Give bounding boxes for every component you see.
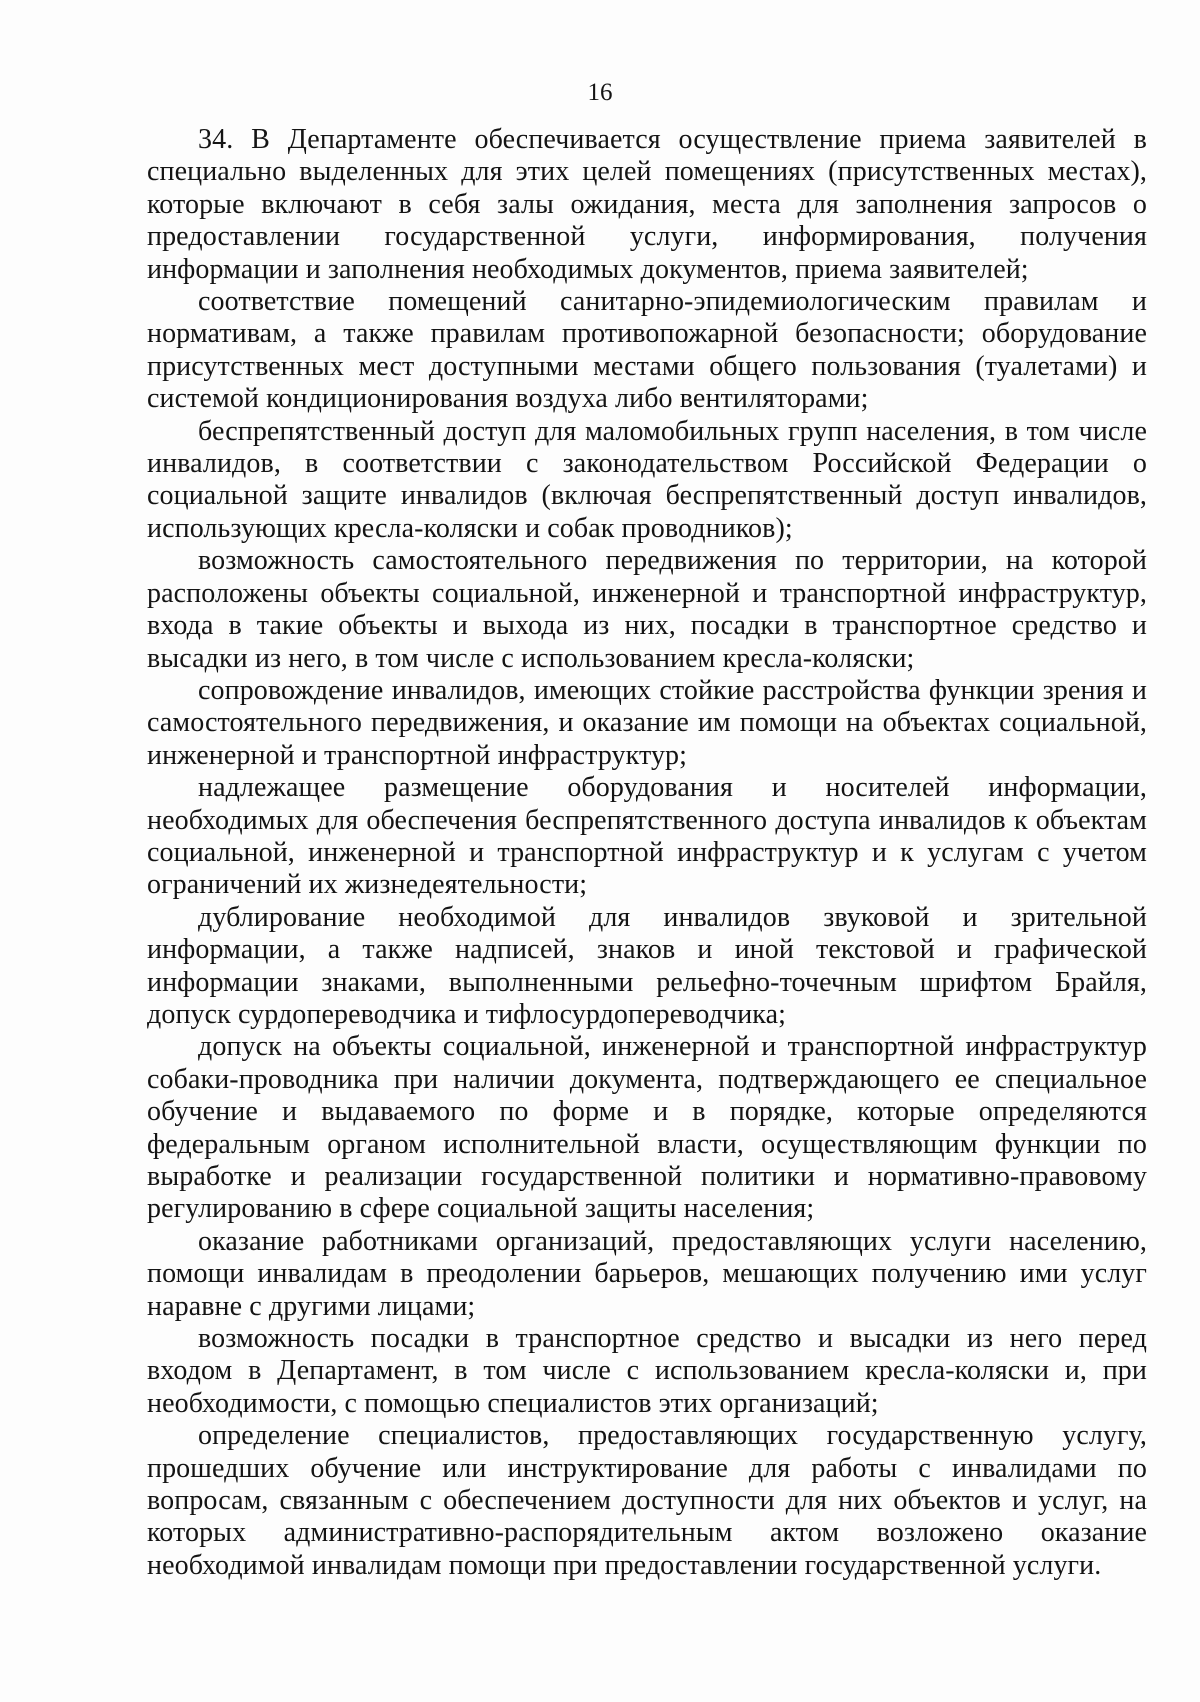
paragraph-escort: сопровождение инвалидов, имеющих стойкие расстройства функции зрения и самостоятельного передвижения, и оказание им помощи на объектах социальной, инженерной и транспортной инфраструктур; bbox=[147, 674, 1147, 771]
paragraph-information-duplication: дублирование необходимой для инвалидов звуковой и зрительной информации, а также надписей, знаков и иной текстовой и графической информации знаками, выполненными рельефно-точечным шрифтом Брайля, допуск сурдопереводчика и тифлосурдопереводчика; bbox=[147, 901, 1147, 1030]
paragraph-staff-assistance: оказание работниками организаций, предоставляющих услуги населению, помощи инвалидам в преодолении барьеров, мешающих получению ими услуг наравне с другими лицами; bbox=[147, 1225, 1147, 1322]
document-body bbox=[147, 124, 1147, 1582]
paragraph-independent-movement: возможность самостоятельного передвижения по территории, на которой расположены объекты социальной, инженерной и транспортной инфраструктур, входа в такие объекты и выхода из них, посадки в транспортное средство и высадки из него, в том числе с использованием кресла-коляски; bbox=[147, 545, 1147, 674]
page-number: 16 bbox=[587, 79, 613, 106]
paragraph-sanitary-compliance: соответствие помещений санитарно-эпидемиологическим правилам и нормативам, а также правилам противопожарной безопасности; оборудование присутственных мест доступными местами общего пользования (туалетами) и системой кондиционирования воздуха либо вентиляторами; bbox=[147, 286, 1147, 415]
paragraph-34: 34. В Департаменте обеспечивается осуществление приема заявителей в специально выделенных для этих целей помещениях (присутственных местах), которые включают в себя залы ожидания, места для заполнения запросов о предоставлении государственной услуги, информирования, получения информации и заполнения необходимых документов, приема заявителей; bbox=[147, 124, 1147, 285]
paragraph-transport-boarding: возможность посадки в транспортное средство и высадки из него перед входом в Департамент, в том числе с использованием кресла-коляски и, при необходимости, с помощью специалистов этих организаций; bbox=[147, 1323, 1147, 1419]
paragraph-unobstructed-access: беспрепятственный доступ для маломобильных групп населения, в том числе инвалидов, в соответствии с законодательством Российской Федерации о социальной защите инвалидов (включая беспрепятственный доступ инвалидов, использующих кресла-коляски и собак проводников); bbox=[147, 415, 1147, 544]
paragraph-equipment-placement: надлежащее размещение оборудования и носителей информации, необходимых для обеспечения беспрепятственного доступа инвалидов к объектам социальной, инженерной и транспортной инфраструктур и к услугам с учетом ограничений их жизнедеятельности; bbox=[147, 772, 1147, 901]
paragraph-trained-specialists: определение специалистов, предоставляющих государственную услугу, прошедших обучение или инструктирование для работы с инвалидами по вопросам, связанным с обеспечением доступности для них объектов и услуг, на которых административно-распорядительным актом возложено оказание необходимой инвалидам помощи при предоставлении государственной услуги. bbox=[147, 1420, 1147, 1581]
paragraph-guide-dog-admission: допуск на объекты социальной, инженерной и транспортной инфраструктур собаки-проводника при наличии документа, подтверждающего ее специальное обучение и выдаваемого по форме и в порядке, которые определяются федеральным органом исполнительной власти, осуществляющим функции по выработке и реализации государственной политики и нормативно-правовому регулированию в сфере социальной защиты населения; bbox=[147, 1031, 1147, 1225]
